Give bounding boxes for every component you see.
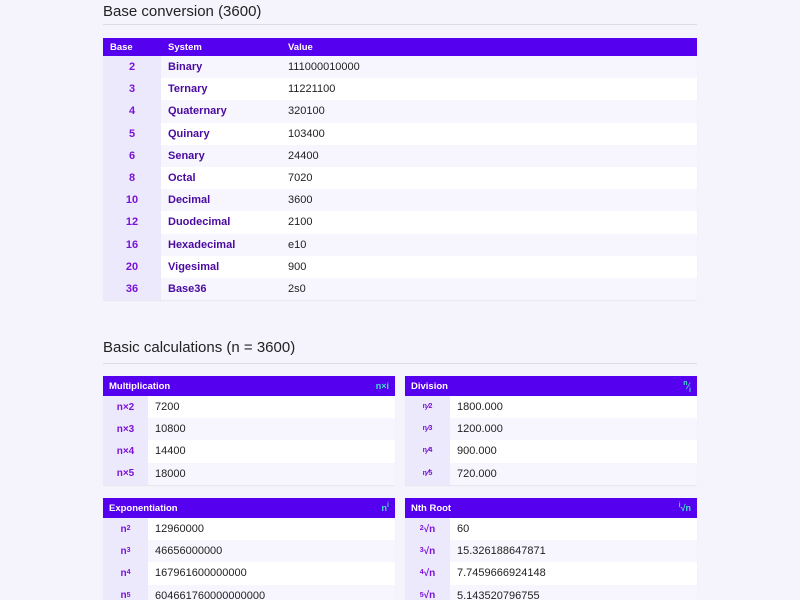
row-label: n ⁄ 5 <box>405 463 450 485</box>
row-label: n ⁄ 2 <box>405 396 450 418</box>
value-cell: 900 <box>281 256 697 278</box>
table-row <box>103 234 697 256</box>
row-label: n×3 <box>103 418 148 440</box>
base-cell: 5 <box>103 123 161 145</box>
card-title: Division <box>411 380 448 392</box>
base-cell: 6 <box>103 145 161 167</box>
value-cell: 2100 <box>281 211 697 233</box>
list-item <box>405 440 697 462</box>
base-cell: 12 <box>103 211 161 233</box>
table-row <box>103 189 697 211</box>
row-value: 167961600000000 <box>148 562 395 584</box>
list-item <box>405 562 697 584</box>
value-cell: 24400 <box>281 145 697 167</box>
base-cell: 3 <box>103 78 161 100</box>
table-row <box>103 78 697 100</box>
base-conversion-section <box>103 0 697 300</box>
table-row <box>103 211 697 233</box>
exponentiation-card <box>103 498 395 600</box>
row-value: 7200 <box>148 396 395 418</box>
list-item <box>405 585 697 600</box>
list-item <box>103 585 395 600</box>
list-item <box>103 540 395 562</box>
base-cell: 36 <box>103 278 161 300</box>
system-cell: Duodecimal <box>161 211 281 233</box>
list-item <box>103 396 395 418</box>
system-cell: Senary <box>161 145 281 167</box>
value-cell: 320100 <box>281 100 697 122</box>
card-header <box>103 498 395 518</box>
list-item <box>405 418 697 440</box>
row-value: 900.000 <box>450 440 697 462</box>
row-label: n ⁄ 4 <box>405 440 450 462</box>
table-row <box>103 123 697 145</box>
row-label: n ⁄ 3 <box>405 418 450 440</box>
row-label: n×2 <box>103 396 148 418</box>
base-cell: 16 <box>103 234 161 256</box>
column-header-system: System <box>168 41 202 53</box>
row-label: n 5 <box>103 585 148 600</box>
list-item <box>405 463 697 485</box>
base-cell: 8 <box>103 167 161 189</box>
list-item <box>103 518 395 540</box>
system-cell: Quaternary <box>161 100 281 122</box>
row-value: 7.7459666924148 <box>450 562 697 584</box>
section-title-basic-calculations: Basic calculations (n = 3600) <box>103 339 697 364</box>
value-cell: 103400 <box>281 123 697 145</box>
section-title-base-conversion: Base conversion (3600) <box>103 0 697 25</box>
divide-symbol-icon: $^n⁄_i$ <box>683 380 691 394</box>
row-label: n 4 <box>103 562 148 584</box>
card-header <box>103 376 395 396</box>
list-item <box>405 518 697 540</box>
system-cell: Octal <box>161 167 281 189</box>
row-label: n×4 <box>103 440 148 462</box>
value-cell: 3600 <box>281 189 697 211</box>
base-cell: 4 <box>103 100 161 122</box>
value-cell: 11221100 <box>281 78 697 100</box>
system-cell: Base36 <box>161 278 281 300</box>
multiplication-card <box>103 376 395 485</box>
row-label: 2 √n <box>405 518 450 540</box>
system-cell: Hexadecimal <box>161 234 281 256</box>
table-row <box>103 167 697 189</box>
row-value: 720.000 <box>450 463 697 485</box>
system-cell: Binary <box>161 56 281 78</box>
card-title: Exponentiation <box>109 502 178 514</box>
list-item <box>405 396 697 418</box>
value-cell: 7020 <box>281 167 697 189</box>
table-row <box>103 100 697 122</box>
list-item <box>103 418 395 440</box>
table-row <box>103 256 697 278</box>
row-value: 5.143520796755 <box>450 585 697 600</box>
row-value: 12960000 <box>148 518 395 540</box>
column-header-value: Value <box>288 41 313 53</box>
row-value: 46656000000 <box>148 540 395 562</box>
row-label: 4 √n <box>405 562 450 584</box>
power-symbol-icon: $n^i$ <box>381 502 389 513</box>
list-item <box>103 440 395 462</box>
row-value: 10800 <box>148 418 395 440</box>
row-value: 1800.000 <box>450 396 697 418</box>
row-value: 604661760000000000 <box>148 585 395 600</box>
multiply-symbol-icon: n×i <box>375 381 389 391</box>
system-cell: Vigesimal <box>161 256 281 278</box>
base-conversion-table <box>103 38 697 300</box>
list-item <box>103 562 395 584</box>
row-label: n 3 <box>103 540 148 562</box>
nth-root-card <box>405 498 697 600</box>
root-symbol-icon: $^i$√n <box>678 502 691 513</box>
card-title: Multiplication <box>109 380 171 392</box>
card-header <box>405 376 697 396</box>
table-row <box>103 278 697 300</box>
row-label: 5 √n <box>405 585 450 600</box>
system-cell: Decimal <box>161 189 281 211</box>
basic-calculations-section <box>103 339 697 364</box>
base-cell: 10 <box>103 189 161 211</box>
column-header-base: Base <box>110 41 133 53</box>
system-cell: Quinary <box>161 123 281 145</box>
card-title: Nth Root <box>411 502 452 514</box>
value-cell: 2s0 <box>281 278 697 300</box>
value-cell: 111000010000 <box>281 56 697 78</box>
system-cell: Ternary <box>161 78 281 100</box>
row-label: n×5 <box>103 463 148 485</box>
row-label: n 2 <box>103 518 148 540</box>
row-value: 15.326188647871 <box>450 540 697 562</box>
row-value: 1200.000 <box>450 418 697 440</box>
row-label: 3 √n <box>405 540 450 562</box>
value-cell: e10 <box>281 234 697 256</box>
card-header <box>405 498 697 518</box>
division-card <box>405 376 697 485</box>
list-item <box>103 463 395 485</box>
base-cell: 20 <box>103 256 161 278</box>
table-row <box>103 56 697 78</box>
row-value: 60 <box>450 518 697 540</box>
list-item <box>405 540 697 562</box>
row-value: 18000 <box>148 463 395 485</box>
row-value: 14400 <box>148 440 395 462</box>
base-cell: 2 <box>103 56 161 78</box>
table-row <box>103 145 697 167</box>
table-header-row <box>103 38 697 56</box>
